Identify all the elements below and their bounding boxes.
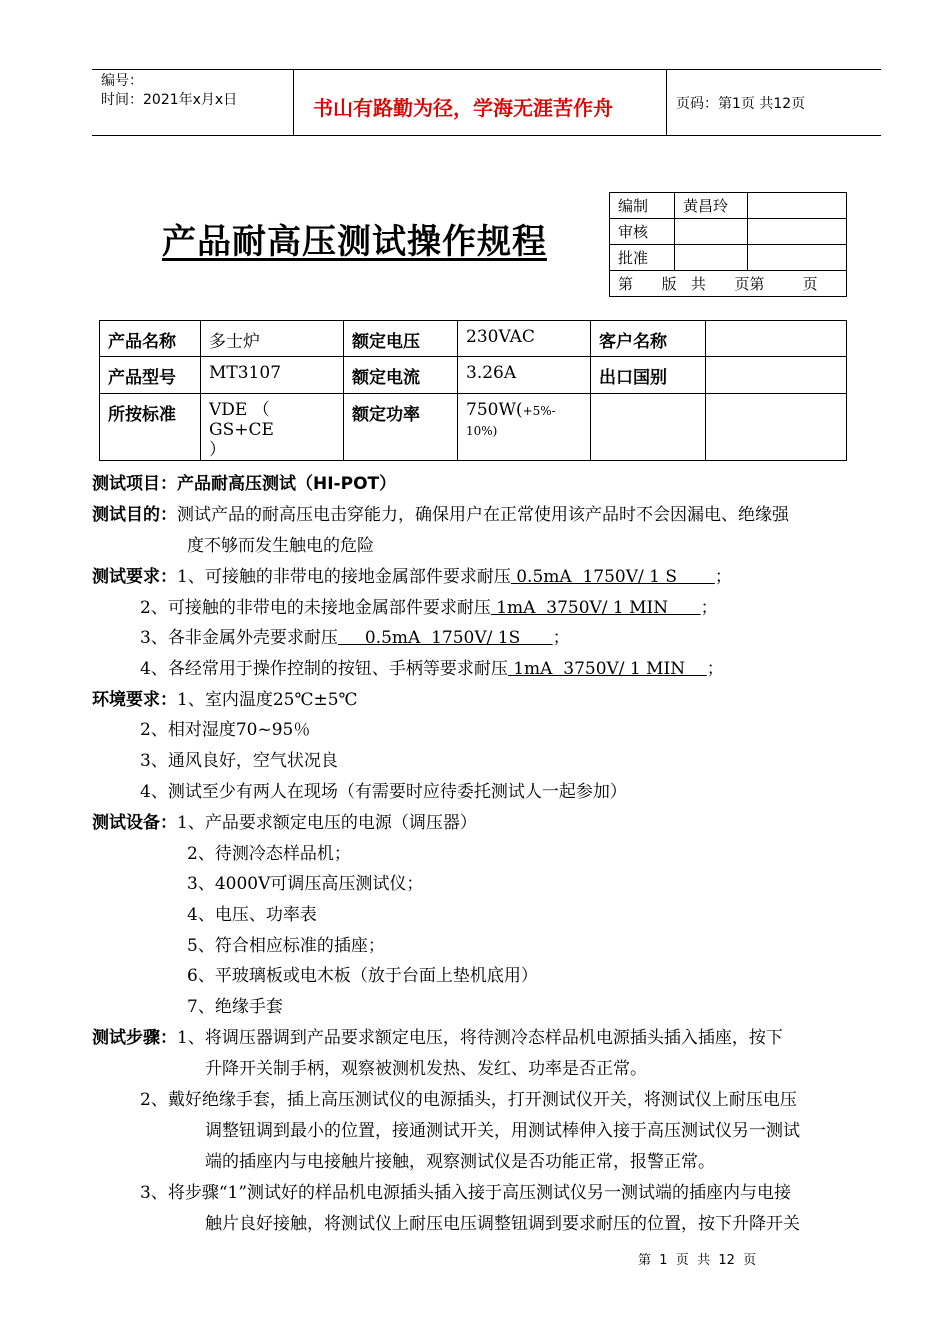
info-label: 额定电流 xyxy=(344,357,458,394)
requirement-line: 测试要求：1、可接触的非带电的接地金属部件要求耐压 0.5mA 1750V/ 1 S ； xyxy=(92,567,732,587)
step-text: 端的插座内与电接触片接触，观察测试仪是否功能正常，报警正常。 xyxy=(205,1152,715,1172)
info-row xyxy=(100,357,847,394)
header-page-number: 页码：第1页 共12页 xyxy=(676,96,806,112)
info-row xyxy=(100,321,847,357)
header-bottom-rule xyxy=(92,135,881,136)
header-divider xyxy=(293,69,294,136)
equipment-item: 7、绝缘手套 xyxy=(187,997,283,1017)
version-page-info: 第 版 共 页第 页 xyxy=(610,271,847,297)
step-text: 触片良好接触，将测试仪上耐压电压调整钮调到要求耐压的位置，按下升降开关 xyxy=(205,1214,800,1234)
section-label: 测试设备： xyxy=(92,813,177,833)
power-tolerance: +5%- xyxy=(522,404,556,418)
approval-table xyxy=(609,192,847,297)
info-label: 产品型号 xyxy=(100,357,201,394)
approval-row xyxy=(610,245,847,271)
test-item-line xyxy=(92,473,396,495)
info-value xyxy=(201,394,344,461)
info-value xyxy=(706,394,847,461)
info-value: MT3107 xyxy=(201,357,344,394)
approval-label: 审核 xyxy=(610,219,675,245)
equipment-line: 测试设备：1、产品要求额定电压的电源（调压器） xyxy=(92,813,477,833)
info-value xyxy=(706,321,847,357)
requirement-value: 1mA 3750V/ 1 MIN xyxy=(507,659,707,679)
purpose-line xyxy=(92,504,789,526)
info-label: 所按标准 xyxy=(100,394,201,461)
document-time: 时间：2021年x月x日 xyxy=(101,92,238,108)
info-label: 额定电压 xyxy=(344,321,458,357)
power-value: 750W( xyxy=(466,400,523,420)
info-row xyxy=(100,394,847,461)
environment-item: 2、相对湿度70~95％ xyxy=(140,720,311,740)
paragraph-text: 度不够而发生触电的危险 xyxy=(187,536,374,556)
approval-value xyxy=(675,219,748,245)
section-label: 环境要求： xyxy=(92,690,177,710)
paragraph-text: 测试产品的耐高压电击穿能力，确保用户在正常使用该产品时不会因漏电、绝缘强 xyxy=(177,505,789,525)
environment-item: 3、通风良好，空气状况良 xyxy=(140,751,338,771)
header-top-rule xyxy=(92,69,881,70)
approval-label: 编制 xyxy=(610,193,675,219)
step-text: 升降开关制手柄，观察被测机发热、发红、功率是否正常。 xyxy=(205,1059,647,1079)
info-label: 产品名称 xyxy=(100,321,201,357)
section-label: 测试要求： xyxy=(92,567,177,587)
requirement-value: 1mA 3750V/ 1 MIN xyxy=(490,598,701,618)
approval-signature xyxy=(748,245,847,271)
power-tolerance: 10%) xyxy=(466,424,498,438)
info-value: 3.26A xyxy=(458,357,591,394)
section-label: 测试步骤： xyxy=(92,1028,177,1048)
info-value: 230VAC xyxy=(458,321,591,357)
environment-line: 环境要求：1、室内温度25℃±5℃ xyxy=(92,690,358,710)
info-value xyxy=(591,394,706,461)
approval-value: 黄昌玲 xyxy=(675,193,748,219)
info-value xyxy=(458,394,591,461)
approval-row xyxy=(610,219,847,245)
header-motto: 书山有路勤为径，学海无涯苦作舟 xyxy=(313,96,613,120)
approval-row xyxy=(610,271,847,297)
equipment-item: 3、4000V可调压高压测试仪； xyxy=(187,874,424,894)
approval-value xyxy=(675,245,748,271)
section-label: 测试目的： xyxy=(92,505,177,525)
requirement-line: 2、可接触的非带电的未接地金属部件要求耐压 1mA 3750V/ 1 MIN ； xyxy=(140,598,718,618)
page-footer: 第 1 页 共 12 页 xyxy=(638,1253,757,1268)
steps-line: 测试步骤：1、将调压器调到产品要求额定电压，将待测冷态样品机电源插头插入插座，按下 xyxy=(92,1028,783,1048)
approval-signature xyxy=(748,219,847,245)
equipment-item: 4、电压、功率表 xyxy=(187,905,317,925)
requirement-value: 0.5mA 1750V/ 1 S xyxy=(510,567,715,587)
info-label: 额定功率 xyxy=(344,394,458,461)
test-item-text: 产品耐高压测试（HI-POT） xyxy=(177,474,397,494)
document-number: 编号： xyxy=(101,73,143,89)
equipment-item: 5、符合相应标准的插座； xyxy=(187,936,385,956)
requirement-line: 3、各非金属外壳要求耐压 0.5mA 1750V/ 1S ； xyxy=(140,628,570,648)
requirement-value: 0.5mA 1750V/ 1S xyxy=(337,628,553,648)
section-label: 测试项目： xyxy=(92,474,177,494)
step-text: 调整钮调到最小的位置，接通测试开关，用测试棒伸入接于高压测试仪另一测试 xyxy=(205,1121,800,1141)
info-label: 客户名称 xyxy=(591,321,706,357)
standard-text: VDE （ GS+CE xyxy=(209,400,274,440)
requirement-line: 4、各经常用于操作控制的按钮、手柄等要求耐压 1mA 3750V/ 1 MIN ； xyxy=(140,659,724,679)
approval-signature xyxy=(748,193,847,219)
page-title: 产品耐高压测试操作规程 xyxy=(162,222,547,262)
approval-label: 批准 xyxy=(610,245,675,271)
approval-row xyxy=(610,193,847,219)
standard-text: ） xyxy=(209,440,226,460)
equipment-item: 6、平玻璃板或电木板（放于台面上垫机底用） xyxy=(187,966,538,986)
info-value xyxy=(706,357,847,394)
environment-item: 4、测试至少有两人在现场（有需要时应待委托测试人一起参加） xyxy=(140,782,627,802)
step-text: 2、戴好绝缘手套，插上高压测试仪的电源插头，打开测试仪开关，将测试仪上耐压电压 xyxy=(140,1090,797,1110)
info-label: 出口国别 xyxy=(591,357,706,394)
info-value: 多士炉 xyxy=(201,321,344,357)
product-info-table xyxy=(99,320,847,461)
equipment-item: 2、待测冷态样品机； xyxy=(187,844,351,864)
header-divider xyxy=(666,69,667,136)
step-text: 3、将步骤“1”测试好的样品机电源插头插入接于高压测试仪另一测试端的插座内与电接 xyxy=(140,1183,792,1203)
